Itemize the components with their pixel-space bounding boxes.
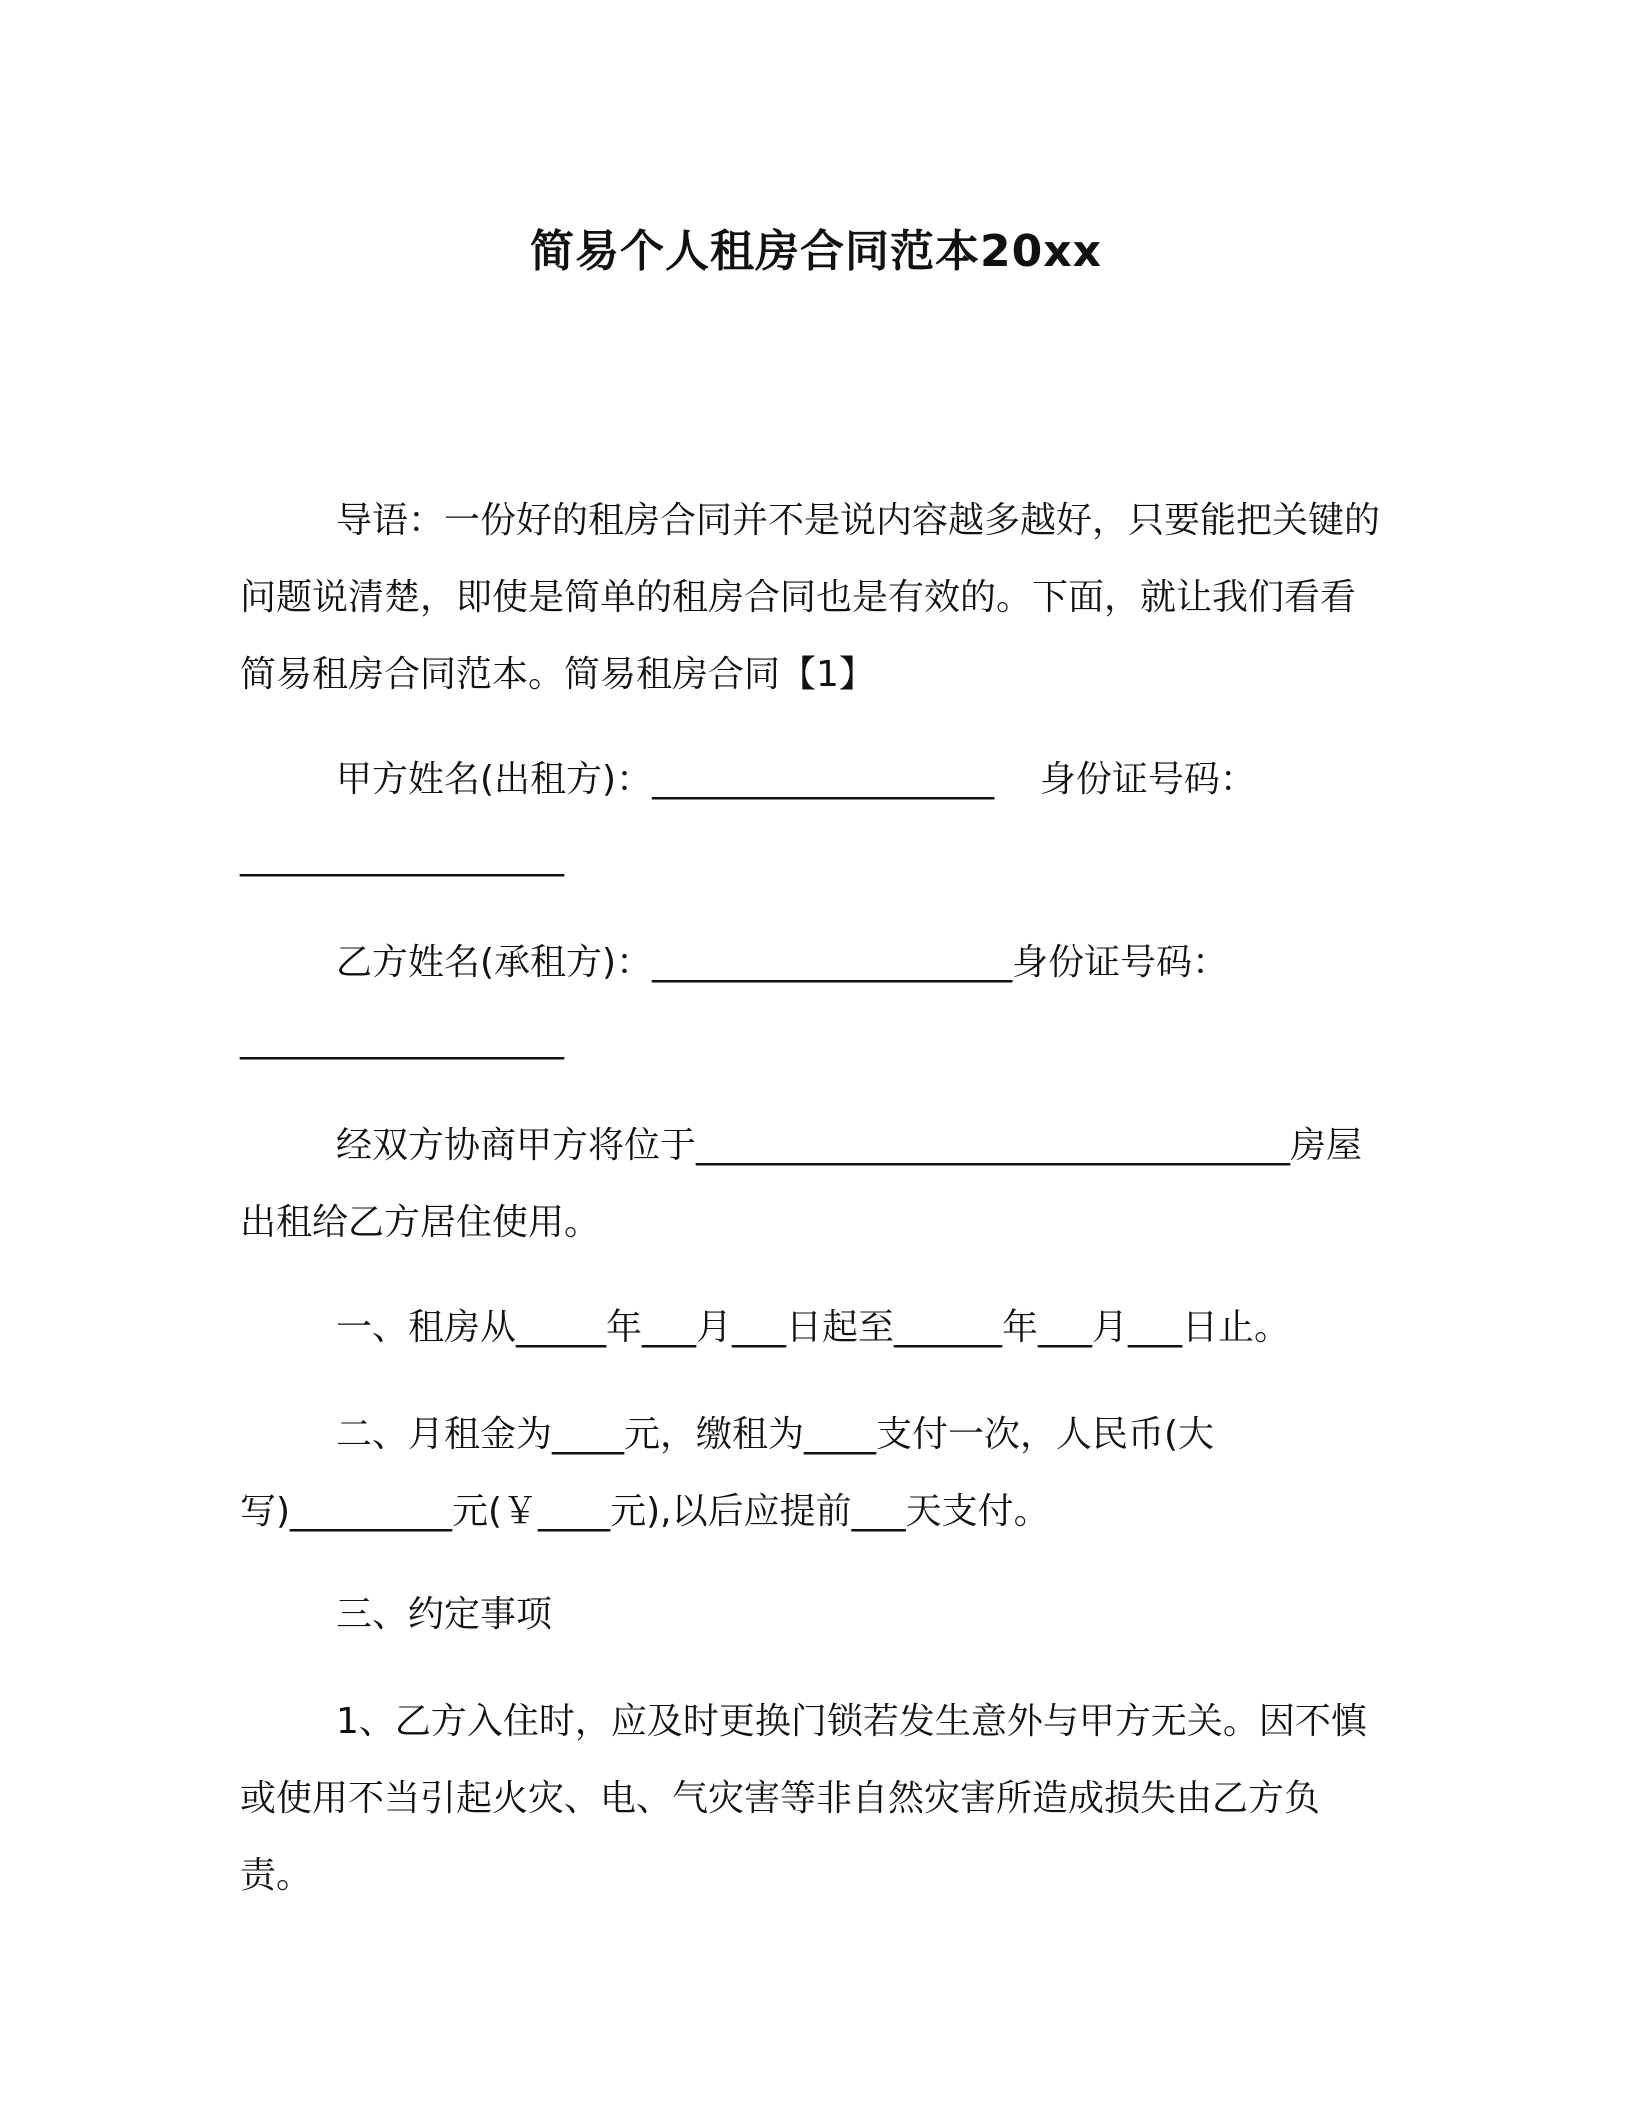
clause-three-heading: 三、约定事项 (336, 1594, 553, 1635)
item-one-paragraph: 1、乙方入住时，应及时更换门锁若发生意外与甲方无关。因不慎或使用不当引起火灾、电、气灾害等非自然灾害所造成损失由乙方负责。 (240, 1701, 1367, 1896)
document-title: 简易个人租房合同范本20xx (530, 226, 1102, 277)
party-b-line: 乙方姓名(承租方)：____________________身份证号码：__________________ (240, 942, 1229, 1060)
intro-paragraph: 导语：一份好的租房合同并不是说内容越多越好，只要能把关键的问题说清楚，即使是简单的租房合同也是有效的。下面，就让我们看看简易租房合同范本。简易租房合同【1】 (240, 500, 1381, 695)
clause-one-term: 一、租房从_____年___月___日起至______年___月___日止。 (336, 1307, 1291, 1348)
clause-two-rent: 二、月租金为____元，缴租为____支付一次，人民币(大写)_________元(￥____元),以后应提前___天支付。 (240, 1414, 1215, 1532)
property-location-paragraph: 经双方协商甲方将位于_________________________________房屋出租给乙方居住使用。 (240, 1125, 1363, 1243)
party-a-line: 甲方姓名(出租方)：___________________ 身份证号码：__________________ (240, 759, 1256, 877)
